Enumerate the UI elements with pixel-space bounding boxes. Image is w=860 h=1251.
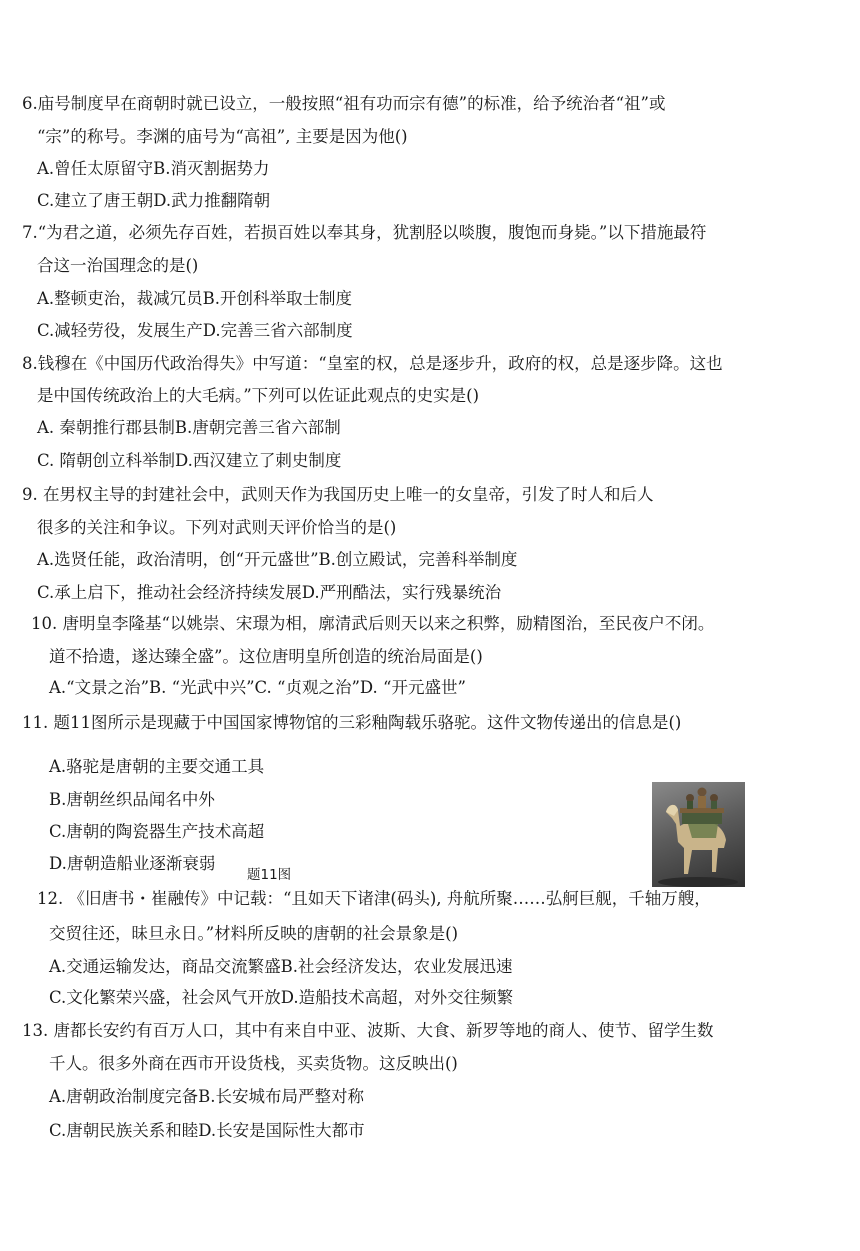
question-12-option-line-1: A.交通运输发达，商品交流繁盛B.社会经济发达，农业发展迅速 — [49, 957, 513, 976]
camel-figure-illustration — [652, 782, 745, 887]
question-7-stem-line-1: 7.“为君之道，必须先存百姓，若损百姓以奉其身，犹割胫以啖腹，腹饱而身毙。”以下措施最符 — [22, 223, 707, 242]
question-7-option-line-2: C.减轻劳役，发展生产D.完善三省六部制度 — [37, 321, 353, 340]
question-11-stem-line-1: 11. 题11图所示是现藏于中国国家博物馆的三彩釉陶载乐骆驼。这件文物传递出的信息是() — [22, 713, 682, 732]
question-6-stem-line-2: “宗”的称号。李渊的庙号为“高祖”, 主要是因为他() — [37, 127, 408, 146]
question-10-stem-line-2: 道不拾遗，遂达臻全盛”。这位唐明皇所创造的统治局面是() — [49, 647, 483, 666]
question-11-option-b: B.唐朝丝织品闻名中外 — [49, 790, 215, 809]
question-10-option-line-1: A.“文景之治”B. “光武中兴”C. “贞观之治”D. “开元盛世” — [49, 678, 466, 697]
question-12-option-line-2: C.文化繁荣兴盛，社会风气开放D.造船技术高超，对外交往频繁 — [49, 988, 514, 1007]
question-11-option-c: C.唐朝的陶瓷器生产技术高超 — [49, 822, 265, 841]
question-9-stem-line-2: 很多的关注和争议。下列对武则天评价恰当的是() — [37, 518, 397, 537]
question-8-stem-line-2: 是中国传统政治上的大毛病。”下列可以佐证此观点的史实是() — [37, 386, 480, 405]
question-8-option-line-1: A. 秦朝推行郡县制B.唐朝完善三省六部制 — [37, 418, 341, 437]
tricolor-camel-figure-image — [652, 782, 745, 887]
question-6-stem-line-1: 6.庙号制度早在商朝时就已设立，一般按照“祖有功而宗有德”的标准，给予统治者“祖”或 — [22, 94, 666, 113]
question-13-option-line-1: A.唐朝政治制度完备B.长安城布局严整对称 — [49, 1087, 365, 1106]
question-7-stem-line-2: 合这一治国理念的是() — [37, 256, 199, 275]
question-11-option-d: D.唐朝造船业逐渐衰弱 — [49, 854, 216, 873]
question-7-option-line-1: A.整顿吏治，裁减冗员B.开创科举取士制度 — [37, 289, 353, 308]
question-12-stem-line-1: 12. 《旧唐书・崔融传》中记载：“且如天下诸津(码头), 舟航所聚……弘舸巨舰，千轴万艘， — [37, 889, 711, 908]
figure-11-caption: 题11图 — [247, 867, 292, 883]
question-10-stem-line-1: 10. 唐明皇李隆基“以姚崇、宋璟为相，廓清武后则天以来之积弊，励精图治，至民夜户不闭。 — [31, 614, 715, 633]
question-13-stem-line-2: 千人。很多外商在西市开设货栈，买卖货物。这反映出() — [49, 1054, 458, 1073]
question-8-stem-line-1: 8.钱穆在《中国历代政治得失》中写道：“皇室的权，总是逐步升，政府的权，总是逐步降。这也 — [22, 354, 723, 373]
question-9-option-line-2: C.承上启下，推动社会经济持续发展D.严刑酷法，实行残暴统治 — [37, 583, 502, 602]
question-13-stem-line-1: 13. 唐都长安约有百万人口，其中有来自中亚、波斯、大食、新罗等地的商人、使节、留学生数 — [22, 1021, 714, 1040]
question-13-option-line-2: C.唐朝民族关系和睦D.长安是国际性大都市 — [49, 1121, 365, 1140]
question-8-option-line-2: C. 隋朝创立科举制D.西汉建立了刺史制度 — [37, 451, 342, 470]
question-6-option-line-2: C.建立了唐王朝D.武力推翻隋朝 — [37, 191, 271, 210]
question-6-option-line-1: A.曾任太原留守B.消灭割据势力 — [37, 159, 270, 178]
question-11-option-a: A.骆驼是唐朝的主要交通工具 — [49, 757, 265, 776]
question-9-option-line-1: A.选贤任能，政治清明，创“开元盛世”B.创立殿试，完善科举制度 — [37, 550, 518, 569]
question-9-stem-line-1: 9. 在男权主导的封建社会中，武则天作为我国历史上唯一的女皇帝，引发了时人和后人 — [22, 485, 654, 504]
question-12-stem-line-2: 交贸往还，昧旦永日。”材料所反映的唐朝的社会景象是() — [49, 924, 459, 943]
